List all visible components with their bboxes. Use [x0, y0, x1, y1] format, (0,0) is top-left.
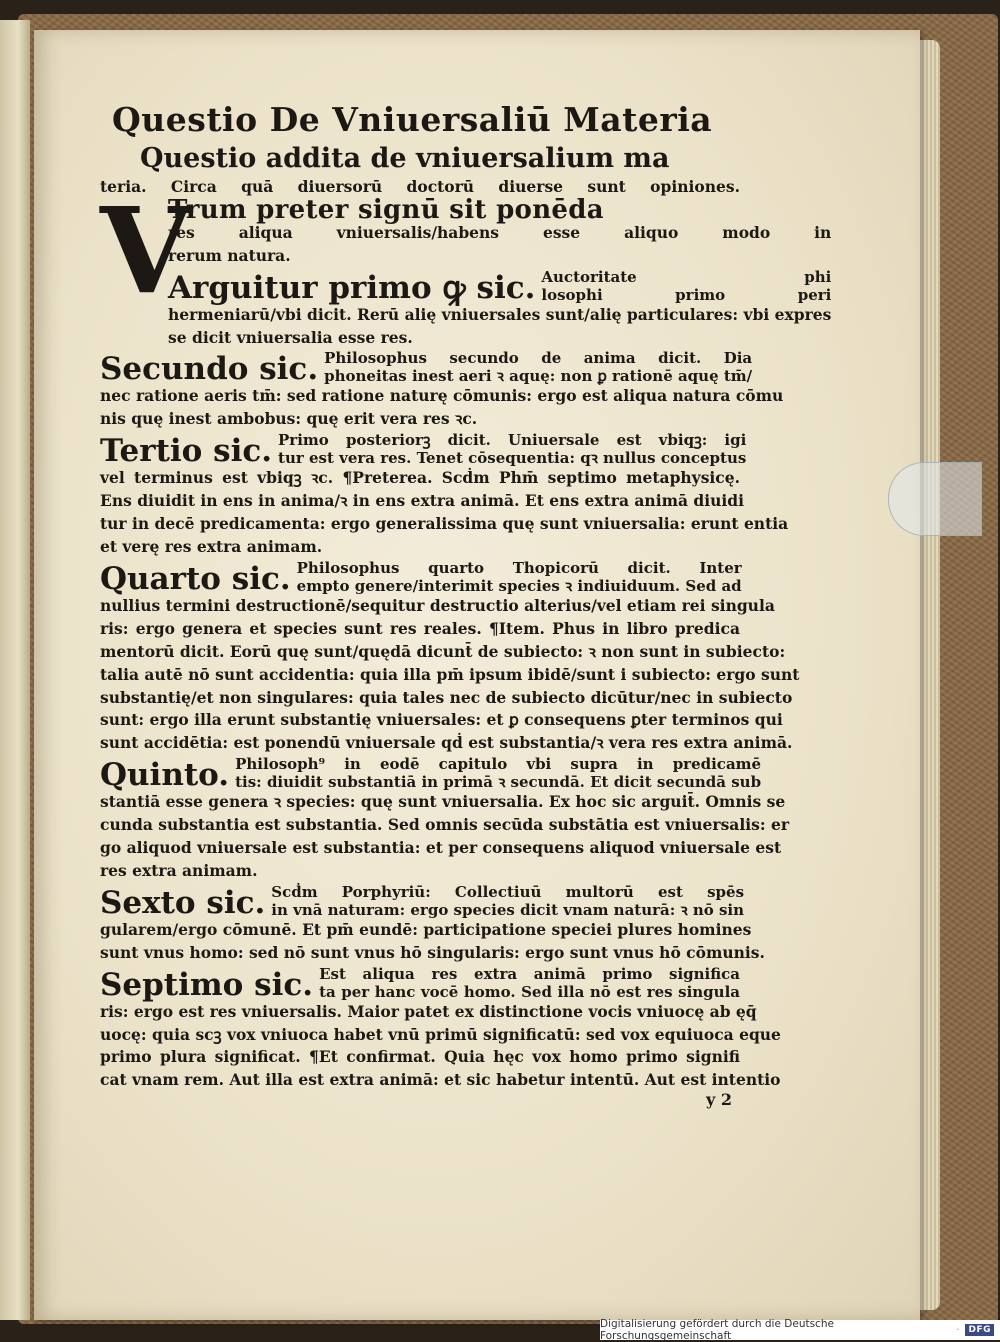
dfg-logo: DFG [965, 1324, 994, 1336]
text-line: primo plura significat. ¶Et confirmat. Quia hęc vox homo primo signifi [100, 1047, 740, 1067]
section-block [168, 268, 831, 350]
section-block [100, 964, 781, 1093]
text-line: stantiā esse genera ꝛ species: quę sunt vniuersalia. Ex hoc sic arguit̄. Omnis se [100, 792, 786, 812]
text-line: ris: ergo genera et species sunt res reales. ¶Item. Phus in libro predica [100, 618, 740, 638]
section-side-text [297, 559, 742, 595]
section-heading-row [100, 882, 745, 921]
text-line: teria. Circa quā diuersorū doctorū diuerse sunt opiniones. [100, 177, 740, 196]
text-line: rerum natura. [168, 245, 291, 265]
text-line: res extra animam. [100, 860, 258, 880]
opening-lines [168, 222, 831, 268]
section-block [100, 349, 784, 431]
text-line: res aliqua vniuersalis/habens esse aliquo modo in [168, 222, 832, 242]
text-line: nec ratione aeris tm̄: sed ratione naturę cōmunis: ergo est aliqua natura cōmu [100, 386, 784, 406]
text-line: se dicit vniuersalia esse res. [168, 327, 413, 347]
section-heading: Tertio sic. [100, 433, 273, 470]
text-line: substantię/et non singulares: quia tales nec de subiecto dicūtur/nec in subiecto [100, 687, 793, 707]
text-line: talia autē nō sunt accidentia: quia illa pm̄ ipsum ibidē/sunt i subiecto: ergo sunt [100, 664, 800, 684]
section-side-text [541, 268, 831, 304]
text-line: go aliquod vniuersale est substantia: et per consequens aliquod vniuersale est [100, 838, 782, 858]
section-heading-row [100, 965, 740, 1001]
text-line: Ens diuidit in ens in anima/ꝛ in ens extra animā. Et ens extra animā diuidi [100, 491, 745, 511]
text-line: Scḋm Porphyriū: Collectiuū multorū est spēs [271, 882, 745, 901]
section-heading-row [100, 431, 747, 470]
text-line: tur est vera res. Tenet cōsequentia: qꝛ nullus conceptus [278, 449, 747, 468]
text-line: Primo posteriorꝫ dicit. Uniuersale est vbiqꝫ: igi [278, 431, 747, 450]
running-title: Questio De Vniuersaliū Materia [112, 100, 713, 139]
page-text-block [100, 100, 832, 1110]
text-line: Auctoritate phi [541, 267, 832, 286]
text-line: Philosoph⁹ in eodē capitulo vbi supra in predicamē [235, 755, 762, 774]
text-line: nis quę inest ambobus: quę erit vera res ꝛc. [100, 409, 478, 429]
section-heading: Septimo sic. [100, 966, 314, 1003]
text-line: empto genere/interimit species ꝛ indiuiduum. Sed ad [296, 576, 742, 595]
section-heading-row [100, 559, 740, 595]
text-line: Est aliqua res extra animā primo significa [319, 964, 740, 983]
text-line: sunt vnus homo: sed nō sunt vnus hō singularis: ergo sunt vnus hō cōmunis. [100, 942, 765, 962]
text-line: uocę: quia scꝫ vox vniuoca habet vnū primū significatū: sed vox equiuoca eque [100, 1024, 781, 1044]
section-block [100, 431, 789, 559]
section-heading: Quinto. [100, 757, 230, 794]
question-subtitle: Questio addita de vniuersalium ma [140, 143, 670, 174]
footer-text: Digitalisierung gefördert durch die Deutsche Forschungsgemeinschaft [600, 1318, 834, 1342]
footer-separator: · [956, 1324, 960, 1336]
text-line: ris: ergo est res vniuersalis. Maior patet ex distinctione vocis vniuocę ab ęq̄ [100, 1001, 757, 1021]
opening-big-line: Trum preter signū sit ponēda [168, 194, 604, 225]
text-line: in vnā naturam: ergo species dicit vnam naturā: ꝛ nō sin [271, 900, 745, 919]
section-side-text [278, 431, 746, 467]
text-line: et verę res extra animam. [100, 536, 323, 556]
section-side-text [271, 883, 744, 919]
signature-mark: y 2 [706, 1090, 732, 1110]
text-line: hermeniarū/vbi dicit. Rerū alię vniuersales sunt/alię particulares: vbi expres [168, 304, 832, 324]
section-block [100, 558, 800, 755]
section-side-text [235, 755, 761, 791]
section-heading-row [100, 349, 753, 388]
decorated-initial: V [100, 180, 192, 320]
text-line: Philosophus secundo de anima dicit. Dia [324, 349, 753, 368]
sections [100, 349, 800, 1092]
facing-page-edge [0, 20, 30, 1320]
text-line: gularem/ergo cōmunē. Et pm̄ eundē: participatione speciei plures homines [100, 919, 752, 939]
digitization-footer [600, 1320, 1000, 1340]
section-block [100, 882, 765, 965]
text-line: sunt accidētia: est ponendū vniuersale qḋ est substantia/ꝛ vera res extra animā. [100, 733, 793, 753]
section-side-text [319, 965, 740, 1001]
section-heading: Quarto sic. [100, 560, 291, 597]
text-line: phoneitas inest aeri ꝛ aquę: non ꝑ rationē aquę tm̄/ [324, 367, 753, 386]
text-line: nullius termini destructionē/sequitur destructio alterius/vel etiam rei singula [100, 595, 775, 615]
page-marker-tab [888, 462, 982, 536]
section-block [100, 755, 789, 883]
section-side-text [324, 349, 752, 385]
text-line: tis: diuidit substantiā in primā ꝛ secundā. Et dicit secundā sub [235, 773, 762, 792]
text-line: cat vnam rem. Aut illa est extra animā: et sic habetur intentū. Aut est intentio [100, 1070, 781, 1090]
text-line: tur in decē predicamenta: ergo generalissima quę sunt vniuersalia: erunt entia [100, 514, 789, 534]
section-heading: Secundo sic. [100, 351, 319, 388]
text-line: sunt: ergo illa erunt substantię vniuersales: et ꝑ consequens ꝑter terminos qui [100, 710, 783, 730]
section-heading: Sexto sic. [100, 884, 266, 921]
text-line: cunda substantia est substantia. Sed omnis secūda substātia est vniuersalis: er [100, 815, 789, 835]
text-line: vel terminus est vbiqꝫ ꝛc. ¶Preterea. Scḋm Phm̄ septimo metaphysicę. [100, 468, 740, 488]
text-line: mentorū dicit. Eorū quę sunt/quędā dicunt̄ de subiecto: ꝛ non sunt in subiecto: [100, 641, 786, 661]
section-heading: Arguitur primo ꝙ sic. [168, 269, 536, 306]
text-line: losophi primo peri [541, 285, 832, 304]
section-heading-row [100, 755, 762, 794]
text-line: ta per hanc vocē homo. Sed illa nō est res singula [319, 982, 740, 1001]
text-line: Philosophus quarto Thopicorū dicit. Inter [296, 558, 742, 577]
section-heading-row [168, 268, 831, 304]
